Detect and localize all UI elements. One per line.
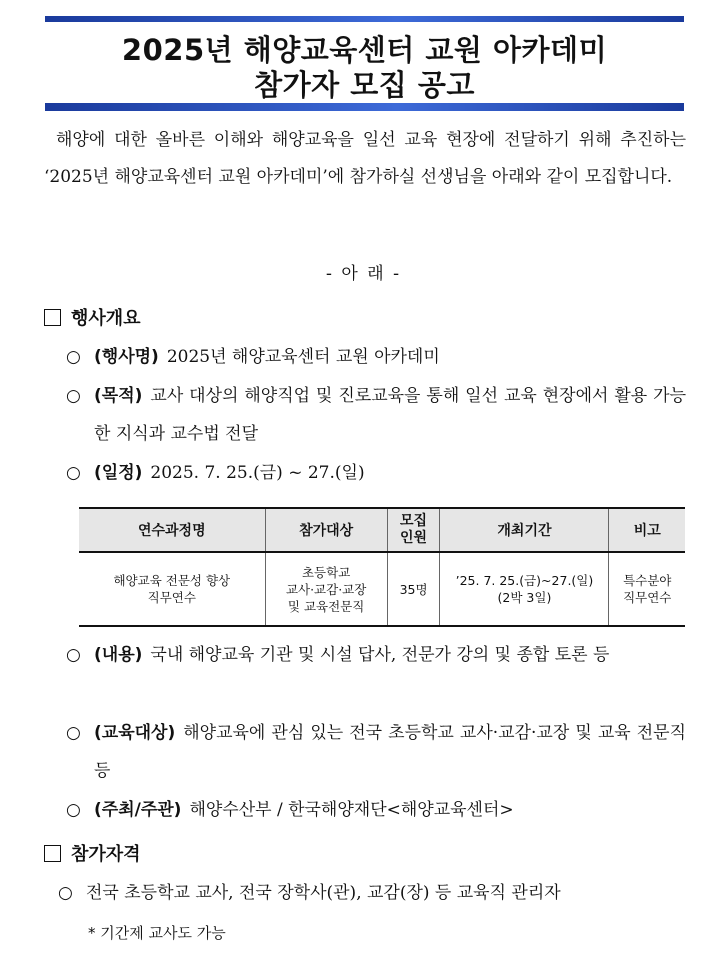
table-cell: 35명: [387, 552, 440, 626]
circle-bullet-icon: ○: [58, 883, 73, 903]
section-heading-overview: [44, 304, 141, 330]
list-item-target: ○ (교육대상) 해양교육에 관심 있는 전국 초등학교 교사·교감·교장 및 교육 전문직 등: [66, 714, 686, 790]
intro-paragraph: 해양에 대한 올바른 이해와 해양교육을 일선 교육 현장에 전달하기 위해 추진하는 ‘2025년 해양교육센터 교원 아카데미’에 참가하실 선생님을 아래와 같이 모집합니다.: [44, 130, 686, 187]
table-cell: 초등학교 교사·교감·교장 및 교육전문직: [265, 552, 387, 626]
checkbox-square-icon: [44, 309, 61, 326]
section-title: 참가자격: [71, 844, 141, 865]
program-table: [79, 507, 685, 627]
page-title-line1: 2025년 해양교육센터 교원 아카데미: [121, 33, 608, 67]
table-header-row: [79, 508, 685, 552]
list-item-event-name: ○ (행사명) 2025년 해양교육센터 교원 아카데미: [66, 338, 686, 376]
list-item-eligibility: ○ 전국 초등학교 교사, 전국 장학사(관), 교감(장) 등 교육직 관리자: [58, 874, 686, 912]
section-heading-eligibility: [44, 840, 141, 866]
list-item-host: ○ (주최/주관) 해양수산부 / 한국해양재단<해양교육센터>: [66, 791, 686, 829]
circle-bullet-icon: ○: [66, 347, 81, 367]
table-cell: 해양교육 전문성 향상 직무연수: [79, 552, 265, 626]
circle-bullet-icon: ○: [66, 463, 81, 483]
circle-bullet-icon: ○: [66, 723, 81, 743]
table-header-cell: 모집 인원: [387, 508, 440, 552]
circle-bullet-icon: ○: [66, 800, 81, 820]
table-header-cell: 참가대상: [265, 508, 387, 552]
checkbox-square-icon: [44, 845, 61, 862]
circle-bullet-icon: ○: [66, 386, 81, 406]
table-cell: 특수분야 직무연수: [609, 552, 685, 626]
table-row: [79, 552, 685, 626]
below-heading: - 아 래 -: [325, 264, 402, 284]
top-blue-band: [45, 16, 684, 22]
section-title: 행사개요: [71, 308, 141, 329]
table-header-cell: 비고: [609, 508, 685, 552]
list-item-schedule: ○ (일정) 2025. 7. 25.(금) ~ 27.(일): [66, 454, 686, 492]
table-cell: ’25. 7. 25.(금)~27.(일) (2박 3일): [440, 552, 609, 626]
table-header-cell: 연수과정명: [79, 508, 265, 552]
page-title-line2: 참가자 모집 공고: [254, 68, 475, 102]
list-item-content: ○ (내용) 국내 해양교육 기관 및 시설 답사, 전문가 강의 및 종합 토론 등: [66, 636, 686, 674]
eligibility-note: * 기간제 교사도 가능: [88, 924, 226, 942]
bottom-blue-band: [45, 103, 684, 111]
circle-bullet-icon: ○: [66, 645, 81, 665]
list-item-purpose: ○ (목적) 교사 대상의 해양직업 및 진로교육을 통해 일선 교육 현장에서 활용 가능한 지식과 교수법 전달: [66, 377, 686, 453]
table-header-cell: 개최기간: [440, 508, 609, 552]
